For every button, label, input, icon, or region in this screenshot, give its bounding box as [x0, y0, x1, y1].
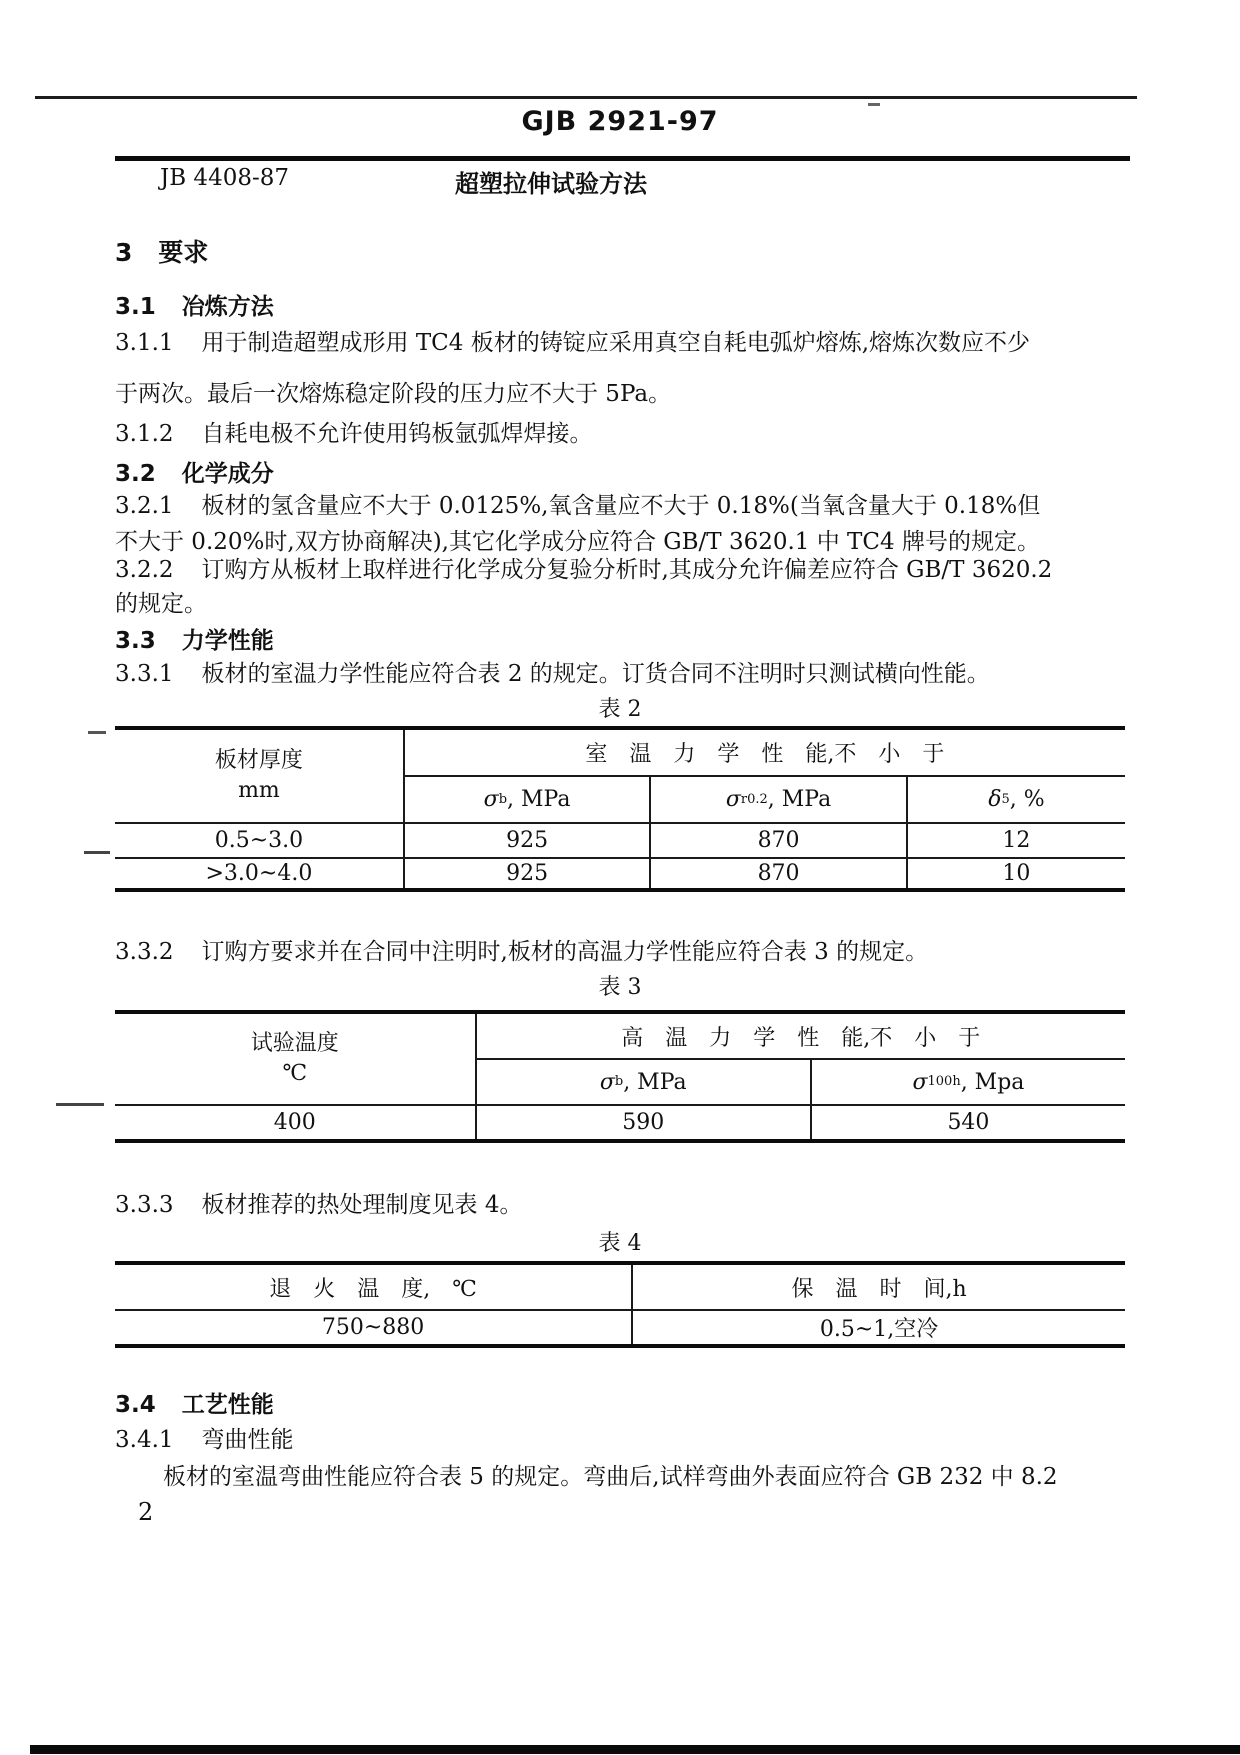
paragraph-number: 3.3.2 — [115, 939, 174, 965]
table2-span-header: 室 温 力 学 性 能,不 小 于 — [405, 730, 1125, 777]
table2-col1-title: 板材厚度 — [214, 748, 303, 773]
reference-code: JB 4408-87 — [160, 165, 290, 191]
paragraph-number: 3.1.1 — [115, 330, 174, 356]
reference-title: 超塑拉伸试验方法 — [455, 170, 647, 198]
unit-text: , Mpa — [960, 1069, 1025, 1095]
section-3-4-number: 3.4 — [115, 1392, 156, 1418]
table2 — [115, 726, 1125, 892]
section-3-1-heading — [115, 288, 274, 321]
paragraph-text: 板材的氢含量应不大于 0.0125%,氧含量应不大于 0.18%(当氧含量大于 0.18%但 — [201, 493, 1041, 519]
sigma-symbol: σ — [725, 787, 741, 812]
section-3-1-number: 3.1 — [115, 294, 156, 320]
scan-artifact — [84, 851, 110, 854]
table4-cell: 0.5~1,空冷 — [819, 1317, 939, 1342]
section-3-2-title: 化学成分 — [181, 461, 274, 487]
paragraph-3-1-1 — [115, 327, 1030, 359]
paragraph-3-3-2 — [115, 936, 928, 968]
unit-text: , MPa — [767, 787, 832, 812]
top-edge-line — [35, 96, 1137, 99]
scan-artifact — [88, 731, 106, 734]
paragraph-text: 的规定。 — [115, 591, 207, 617]
table4-header-hold-time: 保 温 时 间,h — [633, 1265, 1125, 1311]
table3-subheader-sigma-100h: σ 100h , Mpa — [812, 1060, 1125, 1106]
table3 — [115, 1010, 1125, 1143]
section-3-4-title: 工艺性能 — [181, 1392, 274, 1418]
table4 — [115, 1261, 1125, 1348]
paragraph-title: 弯曲性能 — [201, 1427, 294, 1453]
table2-cell: 870 — [651, 824, 908, 857]
table3-span-header: 高 温 力 学 性 能,不 小 于 — [477, 1014, 1125, 1060]
sigma-symbol: σ — [483, 787, 499, 812]
table2-col1-header — [115, 730, 405, 824]
delta-symbol: δ — [988, 787, 1002, 812]
table2-subheader-sigma-b: σ b , MPa — [405, 777, 651, 824]
table2-cell: >3.0~4.0 — [115, 857, 405, 888]
unit-text: , % — [1009, 787, 1045, 812]
table3-cell: 400 — [115, 1106, 477, 1139]
paragraph-3-2-2-line2 — [115, 588, 207, 620]
table3-col1-header — [115, 1014, 477, 1106]
section-3-number: 3 — [115, 238, 133, 267]
section-3-3-title: 力学性能 — [181, 628, 274, 654]
paragraph-number: 3.1.2 — [115, 421, 174, 447]
header-rule — [115, 156, 1130, 161]
section-3-3-heading — [115, 622, 274, 655]
sigma-symbol: σ — [599, 1069, 615, 1095]
paragraph-text: 自耗电极不允许使用钨板氩弧焊焊接。 — [201, 421, 593, 447]
section-3-1-title: 冶炼方法 — [181, 294, 274, 320]
section-3-2-heading — [115, 455, 274, 488]
section-3-title: 要求 — [158, 238, 209, 267]
table4-cell: 750~880 — [115, 1311, 633, 1344]
section-3-3-number: 3.3 — [115, 628, 156, 654]
table2-subheader-sigma-r02: σ r0.2 , MPa — [651, 777, 908, 824]
paragraph-text: 不大于 0.20%时,双方协商解决),其它化学成分应符合 GB/T 3620.1 中 TC4 牌号的规定。 — [115, 529, 1040, 555]
paragraph-number: 3.2.1 — [115, 493, 174, 519]
table2-col1-unit: mm — [238, 778, 280, 803]
paragraph-text: 用于制造超塑成形用 TC4 板材的铸锭应采用真空自耗电弧炉熔炼,熔炼次数应不少 — [201, 330, 1031, 356]
paragraph-number: 3.3.3 — [115, 1192, 174, 1218]
unit-text: , MPa — [623, 1069, 687, 1095]
scan-bottom-edge — [30, 1745, 1240, 1754]
table2-cell: 870 — [651, 857, 908, 888]
paragraph-number: 3.4.1 — [115, 1427, 174, 1453]
table3-subheader-sigma-b: σ b , MPa — [477, 1060, 812, 1106]
paragraph-3-3-1 — [115, 658, 990, 690]
paragraph-text: 板材的室温力学性能应符合表 2 的规定。订货合同不注明时只测试横向性能。 — [201, 661, 990, 687]
table3-cell: 590 — [477, 1106, 812, 1139]
table2-cell: 12 — [1002, 828, 1031, 853]
paragraph-3-1-1-line2 — [115, 378, 671, 410]
table4-header-anneal-temp: 退 火 温 度, ℃ — [115, 1265, 633, 1311]
paragraph-text: 板材推荐的热处理制度见表 4。 — [201, 1192, 523, 1218]
page-number: 2 — [138, 1498, 154, 1526]
section-3-4-heading — [115, 1386, 274, 1419]
section-3-2-number: 3.2 — [115, 461, 156, 487]
table2-caption: 表 2 — [598, 697, 642, 722]
scan-artifact — [56, 1103, 104, 1106]
paragraph-3-4-1-heading — [115, 1424, 294, 1456]
section-3-heading — [115, 233, 208, 269]
paragraph-text: 板材的室温弯曲性能应符合表 5 的规定。弯曲后,试样弯曲外表面应符合 GB 232 中 8.2 — [163, 1464, 1058, 1490]
standard-code: GJB 2921-97 — [521, 106, 719, 137]
paragraph-3-4-1-body — [163, 1461, 1058, 1493]
table3-col1-unit: ℃ — [282, 1061, 308, 1086]
paragraph-3-1-2 — [115, 418, 593, 450]
paragraph-3-3-3 — [115, 1189, 522, 1221]
table2-cell: 10 — [908, 857, 1125, 888]
table2-cell: 0.5~3.0 — [115, 824, 405, 857]
paragraph-text: 订购方要求并在合同中注明时,板材的高温力学性能应符合表 3 的规定。 — [201, 939, 929, 965]
table4-caption: 表 4 — [598, 1231, 642, 1256]
paragraph-text: 于两次。最后一次熔炼稳定阶段的压力应不大于 5Pa。 — [115, 381, 672, 407]
table2-cell: 925 — [405, 857, 651, 888]
sigma-symbol: σ — [912, 1069, 928, 1095]
table2-cell: 925 — [405, 824, 651, 857]
paragraph-number: 3.3.1 — [115, 661, 174, 687]
table3-cell: 540 — [947, 1110, 990, 1135]
paragraph-3-2-1 — [115, 490, 1040, 522]
table3-caption: 表 3 — [598, 975, 642, 1000]
paragraph-number: 3.2.2 — [115, 557, 174, 583]
unit-text: , MPa — [507, 787, 571, 812]
table2-subheader-delta5: δ 5 , % — [908, 777, 1125, 824]
table3-col1-title: 试验温度 — [250, 1031, 339, 1056]
paragraph-3-2-2 — [115, 554, 1052, 586]
paragraph-text: 订购方从板材上取样进行化学成分复验分析时,其成分允许偏差应符合 GB/T 3620.2 — [201, 557, 1053, 583]
